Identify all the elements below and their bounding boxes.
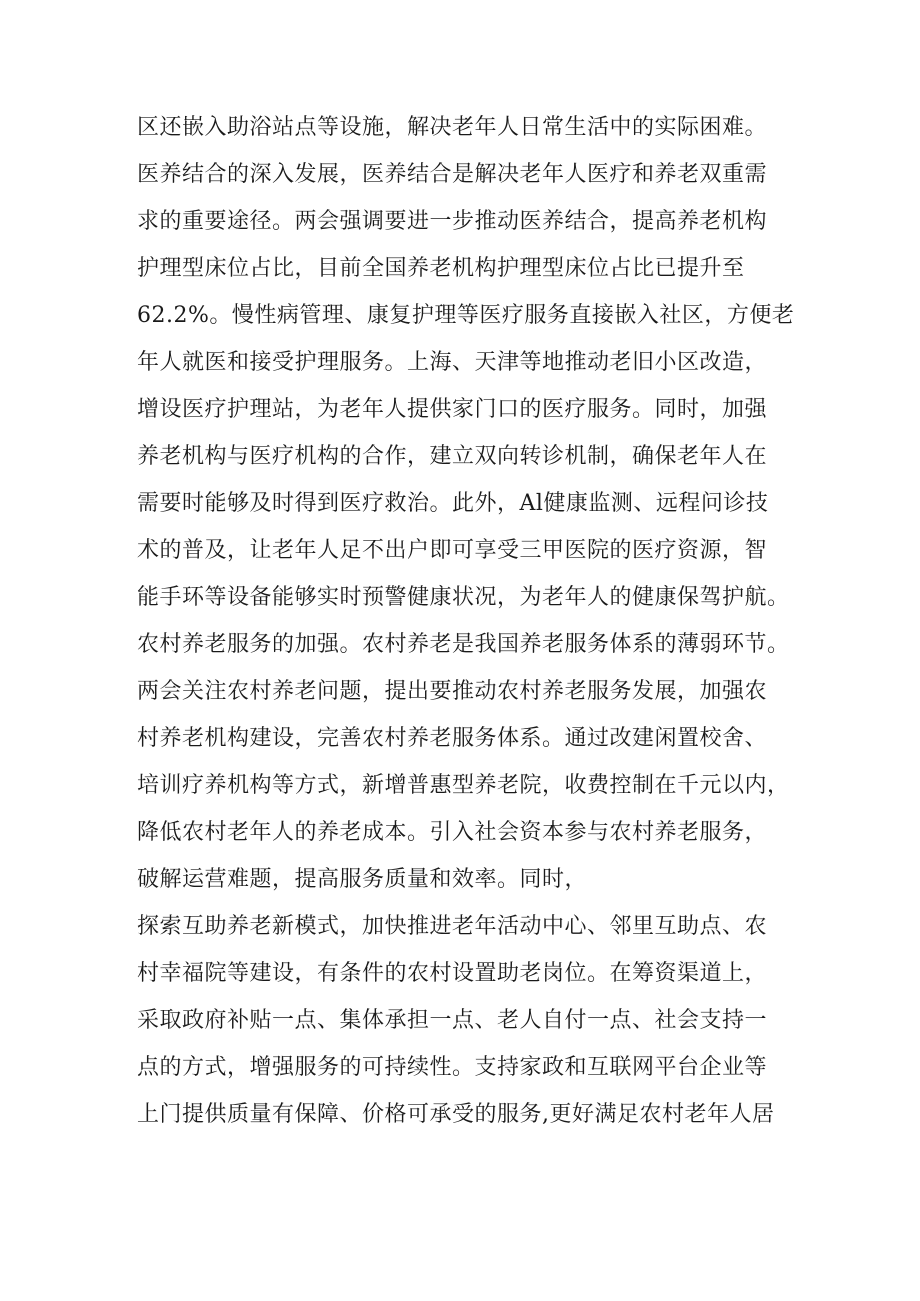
text-line: 村幸福院等建设，有条件的农村设置助老岗位。在筹资渠道上，	[137, 961, 768, 986]
text-line: 培训疗养机构等方式，新增普惠型养老院，收费控制在千元以内，	[137, 773, 790, 798]
text-line: 破解运营难题，提高服务质量和效率。同时，	[137, 867, 588, 892]
text-line: 养老机构与医疗机构的合作，建立双向转诊机制，确保老年人在	[137, 444, 768, 469]
text-line: 护理型床位占比，目前全国养老机构护理型床位占比已提升至	[137, 256, 745, 281]
text-line: 村养老机构建设，完善农村养老服务体系。通过改建闲置校舍、	[137, 726, 768, 751]
text-line: 区还嵌入助浴站点等设施，解决老年人日常生活中的实际困难。	[137, 115, 768, 140]
text-line: 采取政府补贴一点、集体承担一点、老人自付一点、社会支持一	[137, 1008, 768, 1033]
text-line: 62.2%。慢性病管理、康复护理等医疗服务直接嵌入社区，方便老	[137, 303, 795, 328]
text-line: 点的方式，增强服务的可持续性。支持家政和互联网平台企业等	[137, 1055, 768, 1080]
text-line: 医养结合的深入发展，医养结合是解决老年人医疗和养老双重需	[137, 162, 768, 187]
text-line: 需要时能够及时得到医疗救治。此外，Al健康监测、远程问诊技	[137, 491, 769, 516]
text-line: 增设医疗护理站，为老年人提供家门口的医疗服务。同时，加强	[137, 397, 768, 422]
text-line: 探索互助养老新模式，加快推进老年活动中心、邻里互助点、农	[137, 914, 768, 939]
text-line: 年人就医和接受护理服务。上海、天津等地推动老旧小区改造，	[137, 350, 768, 375]
text-line: 能手环等设备能够实时预警健康状况，为老年人的健康保驾护航。	[137, 585, 790, 610]
text-line: 求的重要途径。两会强调要进一步推动医养结合，提高养老机构	[137, 209, 768, 234]
text-line: 农村养老服务的加强。农村养老是我国养老服务体系的薄弱环节。	[137, 632, 790, 657]
text-line: 降低农村老年人的养老成本。引入社会资本参与农村养老服务，	[137, 820, 768, 845]
body-text	[137, 104, 837, 1138]
text-line: 两会关注农村养老问题，提出要推动农村养老服务发展，加强农	[137, 679, 768, 704]
text-line: 上门提供质量有保障、价格可承受的服务,更好满足农村老年人居	[137, 1102, 775, 1127]
text-line: 术的普及，让老年人足不出户即可享受三甲医院的医疗资源，智	[137, 538, 768, 563]
